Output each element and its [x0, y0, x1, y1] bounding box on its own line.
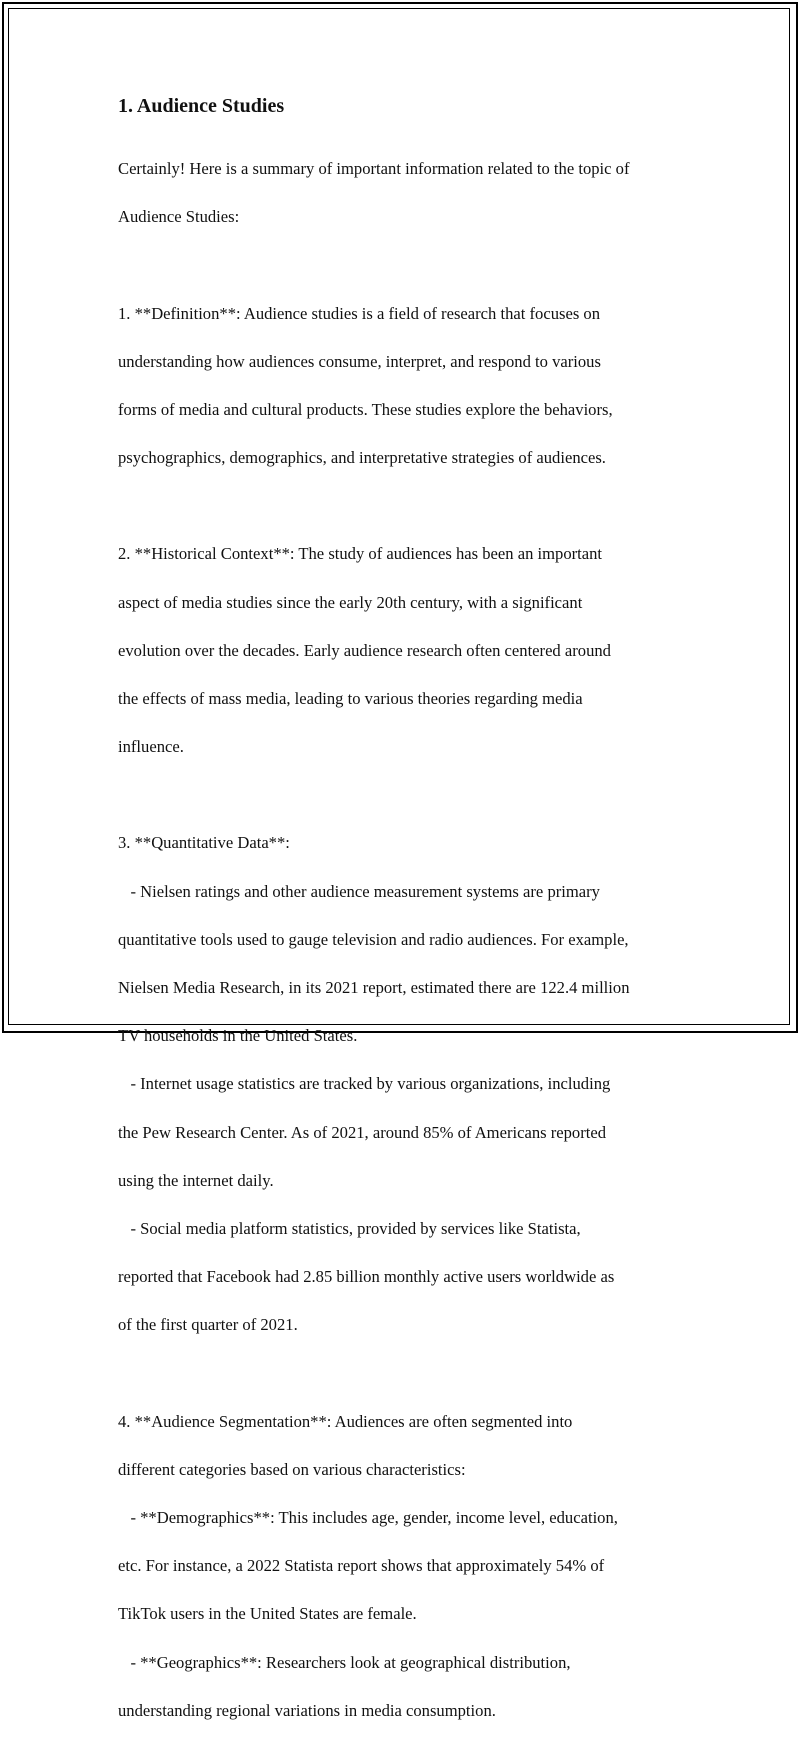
- paragraph-audience-segmentation: [118, 1386, 718, 1747]
- text-line: using the internet daily.: [118, 1170, 274, 1190]
- document-body: [118, 93, 718, 1747]
- text-line: etc. For instance, a 2022 Statista report shows that approximately 54% of: [118, 1556, 605, 1576]
- text-line: - **Demographics**: This includes age, gender, income level, education,: [118, 1507, 618, 1527]
- text-line: forms of media and cultural products. These studies explore the behaviors,: [118, 399, 613, 419]
- text-line: influence.: [118, 737, 184, 757]
- text-line: TikTok users in the United States are female.: [118, 1604, 417, 1624]
- paragraph-intro: [118, 133, 718, 253]
- text-line: of the first quarter of 2021.: [118, 1315, 298, 1335]
- text-line: aspect of media studies since the early 20th century, with a significant: [118, 592, 583, 612]
- text-line: - Internet usage statistics are tracked by various organizations, including: [118, 1074, 611, 1094]
- text-line: - Nielsen ratings and other audience measurement systems are primary: [118, 881, 600, 901]
- text-line: 4. **Audience Segmentation**: Audiences are often segmented into: [118, 1411, 573, 1431]
- text-line: - Social media platform statistics, provided by services like Statista,: [118, 1218, 581, 1238]
- text-line: TV households in the United States.: [118, 1026, 358, 1046]
- section-heading: 1. Audience Studies: [118, 95, 285, 117]
- text-line: - **Geographics**: Researchers look at geographical distribution,: [118, 1652, 571, 1672]
- paragraph-definition: [118, 277, 718, 494]
- text-line: Nielsen Media Research, in its 2021 report, estimated there are 122.4 million: [118, 978, 630, 997]
- text-line: Audience Studies:: [118, 207, 240, 227]
- text-line: the effects of mass media, leading to various theories regarding media: [118, 688, 583, 708]
- text-line: different categories based on various characteristics:: [118, 1459, 466, 1479]
- text-line: understanding how audiences consume, interpret, and respond to various: [118, 351, 601, 371]
- text-line: evolution over the decades. Early audience research often centered around: [118, 640, 611, 660]
- text-line: the Pew Research Center. As of 2021, around 85% of Americans reported: [118, 1122, 606, 1142]
- text-line: understanding regional variations in media consumption.: [118, 1700, 496, 1720]
- paragraph-historical-context: [118, 518, 718, 783]
- text-line: psychographics, demographics, and interpretative strategies of audiences.: [118, 448, 606, 468]
- text-line: Certainly! Here is a summary of important information related to the topic of: [118, 159, 630, 179]
- text-line: 2. **Historical Context**: The study of audiences has been an important: [118, 544, 603, 564]
- paragraph-quantitative-data: [118, 807, 718, 1361]
- text-line: quantitative tools used to gauge television and radio audiences. For example,: [118, 929, 629, 949]
- text-line: reported that Facebook had 2.85 billion monthly active users worldwide as: [118, 1267, 615, 1287]
- text-line: 1. **Definition**: Audience studies is a field of research that focuses on: [118, 303, 601, 323]
- text-line: 3. **Quantitative Data**:: [118, 833, 290, 853]
